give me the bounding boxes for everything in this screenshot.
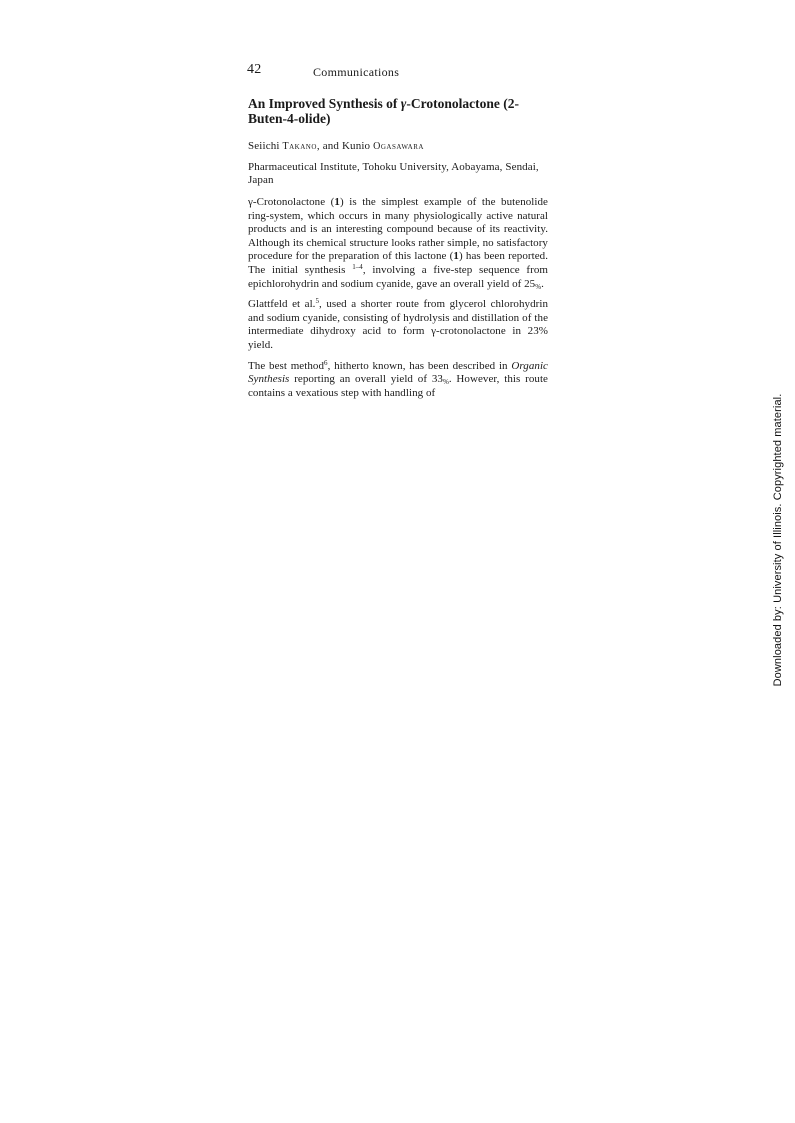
p1-text-g: . bbox=[541, 277, 544, 290]
p1-percent: % bbox=[535, 282, 542, 291]
p3-text-c: reporting an overall yield of 33 bbox=[289, 373, 443, 386]
author2-first: Kunio bbox=[341, 140, 374, 152]
p3-journal-name: Organic Synthesis bbox=[248, 359, 548, 386]
download-watermark: Downloaded by: University of Illinois. Copyrighted material. bbox=[772, 393, 784, 687]
p3-text-b: , hitherto known, has been described in bbox=[327, 359, 512, 372]
title-part-2: -Crotonolactone (2-Buten-4-olide) bbox=[248, 96, 520, 126]
p2-text-a: Glattfeld et al. bbox=[248, 298, 316, 311]
p1-text-a: γ-Crotonolactone ( bbox=[248, 196, 335, 208]
p1-citation: 1–4 bbox=[352, 262, 363, 271]
paragraph-2 bbox=[248, 298, 548, 352]
p2-text-c: yield. bbox=[248, 338, 274, 351]
section-name: Communications bbox=[313, 65, 400, 79]
article-body bbox=[248, 96, 548, 407]
page-number: 42 bbox=[247, 62, 262, 77]
article-title bbox=[248, 96, 548, 126]
p1-text-f: , involving a five-step sequence from epichlorohydrin and sodium cyanide, gave an overall yield of 25 bbox=[248, 263, 549, 290]
p3-percent: % bbox=[442, 378, 449, 387]
paragraph-1 bbox=[248, 196, 548, 291]
p3-citation: 6 bbox=[324, 358, 328, 367]
author1-last: Takano bbox=[282, 141, 317, 152]
p3-text-d: . However, this route contains a vexatious step with handling of bbox=[248, 373, 548, 399]
author-separator: , and bbox=[316, 140, 342, 152]
page-header bbox=[247, 62, 567, 82]
authors bbox=[248, 140, 548, 153]
paragraph-3 bbox=[248, 360, 548, 401]
p1-text-e: ) has been reported. The initial synthesis bbox=[248, 250, 548, 276]
title-gamma: γ bbox=[400, 96, 407, 111]
affiliation: Pharmaceutical Institute, Tohoku University, Aobayama, Sendai, Japan bbox=[248, 161, 539, 186]
p1-compound-ref-1: 1 bbox=[334, 196, 340, 208]
p1-compound-ref-2: 1 bbox=[453, 250, 459, 263]
p2-text-b: , used a shorter route from glycerol chlorohydrin and sodium cyanide, consisting of hydrolysis and distillation of the intermediate dihydroxy acid to form γ-crotonolactone in 23 bbox=[248, 298, 548, 338]
title-part-1: An Improved Synthesis of bbox=[248, 96, 401, 111]
p2-citation: 5 bbox=[315, 297, 320, 306]
author2-last: Ogasawara bbox=[373, 141, 424, 152]
p1-text-c: ) is the simplest example of the butenolide ring-system, which occurs in many physiologically active natural products and is an interesting compound because of its reactivity. Although its chemical structure looks rather simple, no satisfactory procedure for the preparation of this lactone ( bbox=[248, 196, 548, 263]
author1-first: Seiichi bbox=[248, 140, 283, 152]
p2-percent: % bbox=[538, 325, 548, 338]
p3-text-a: The best method bbox=[248, 359, 324, 372]
